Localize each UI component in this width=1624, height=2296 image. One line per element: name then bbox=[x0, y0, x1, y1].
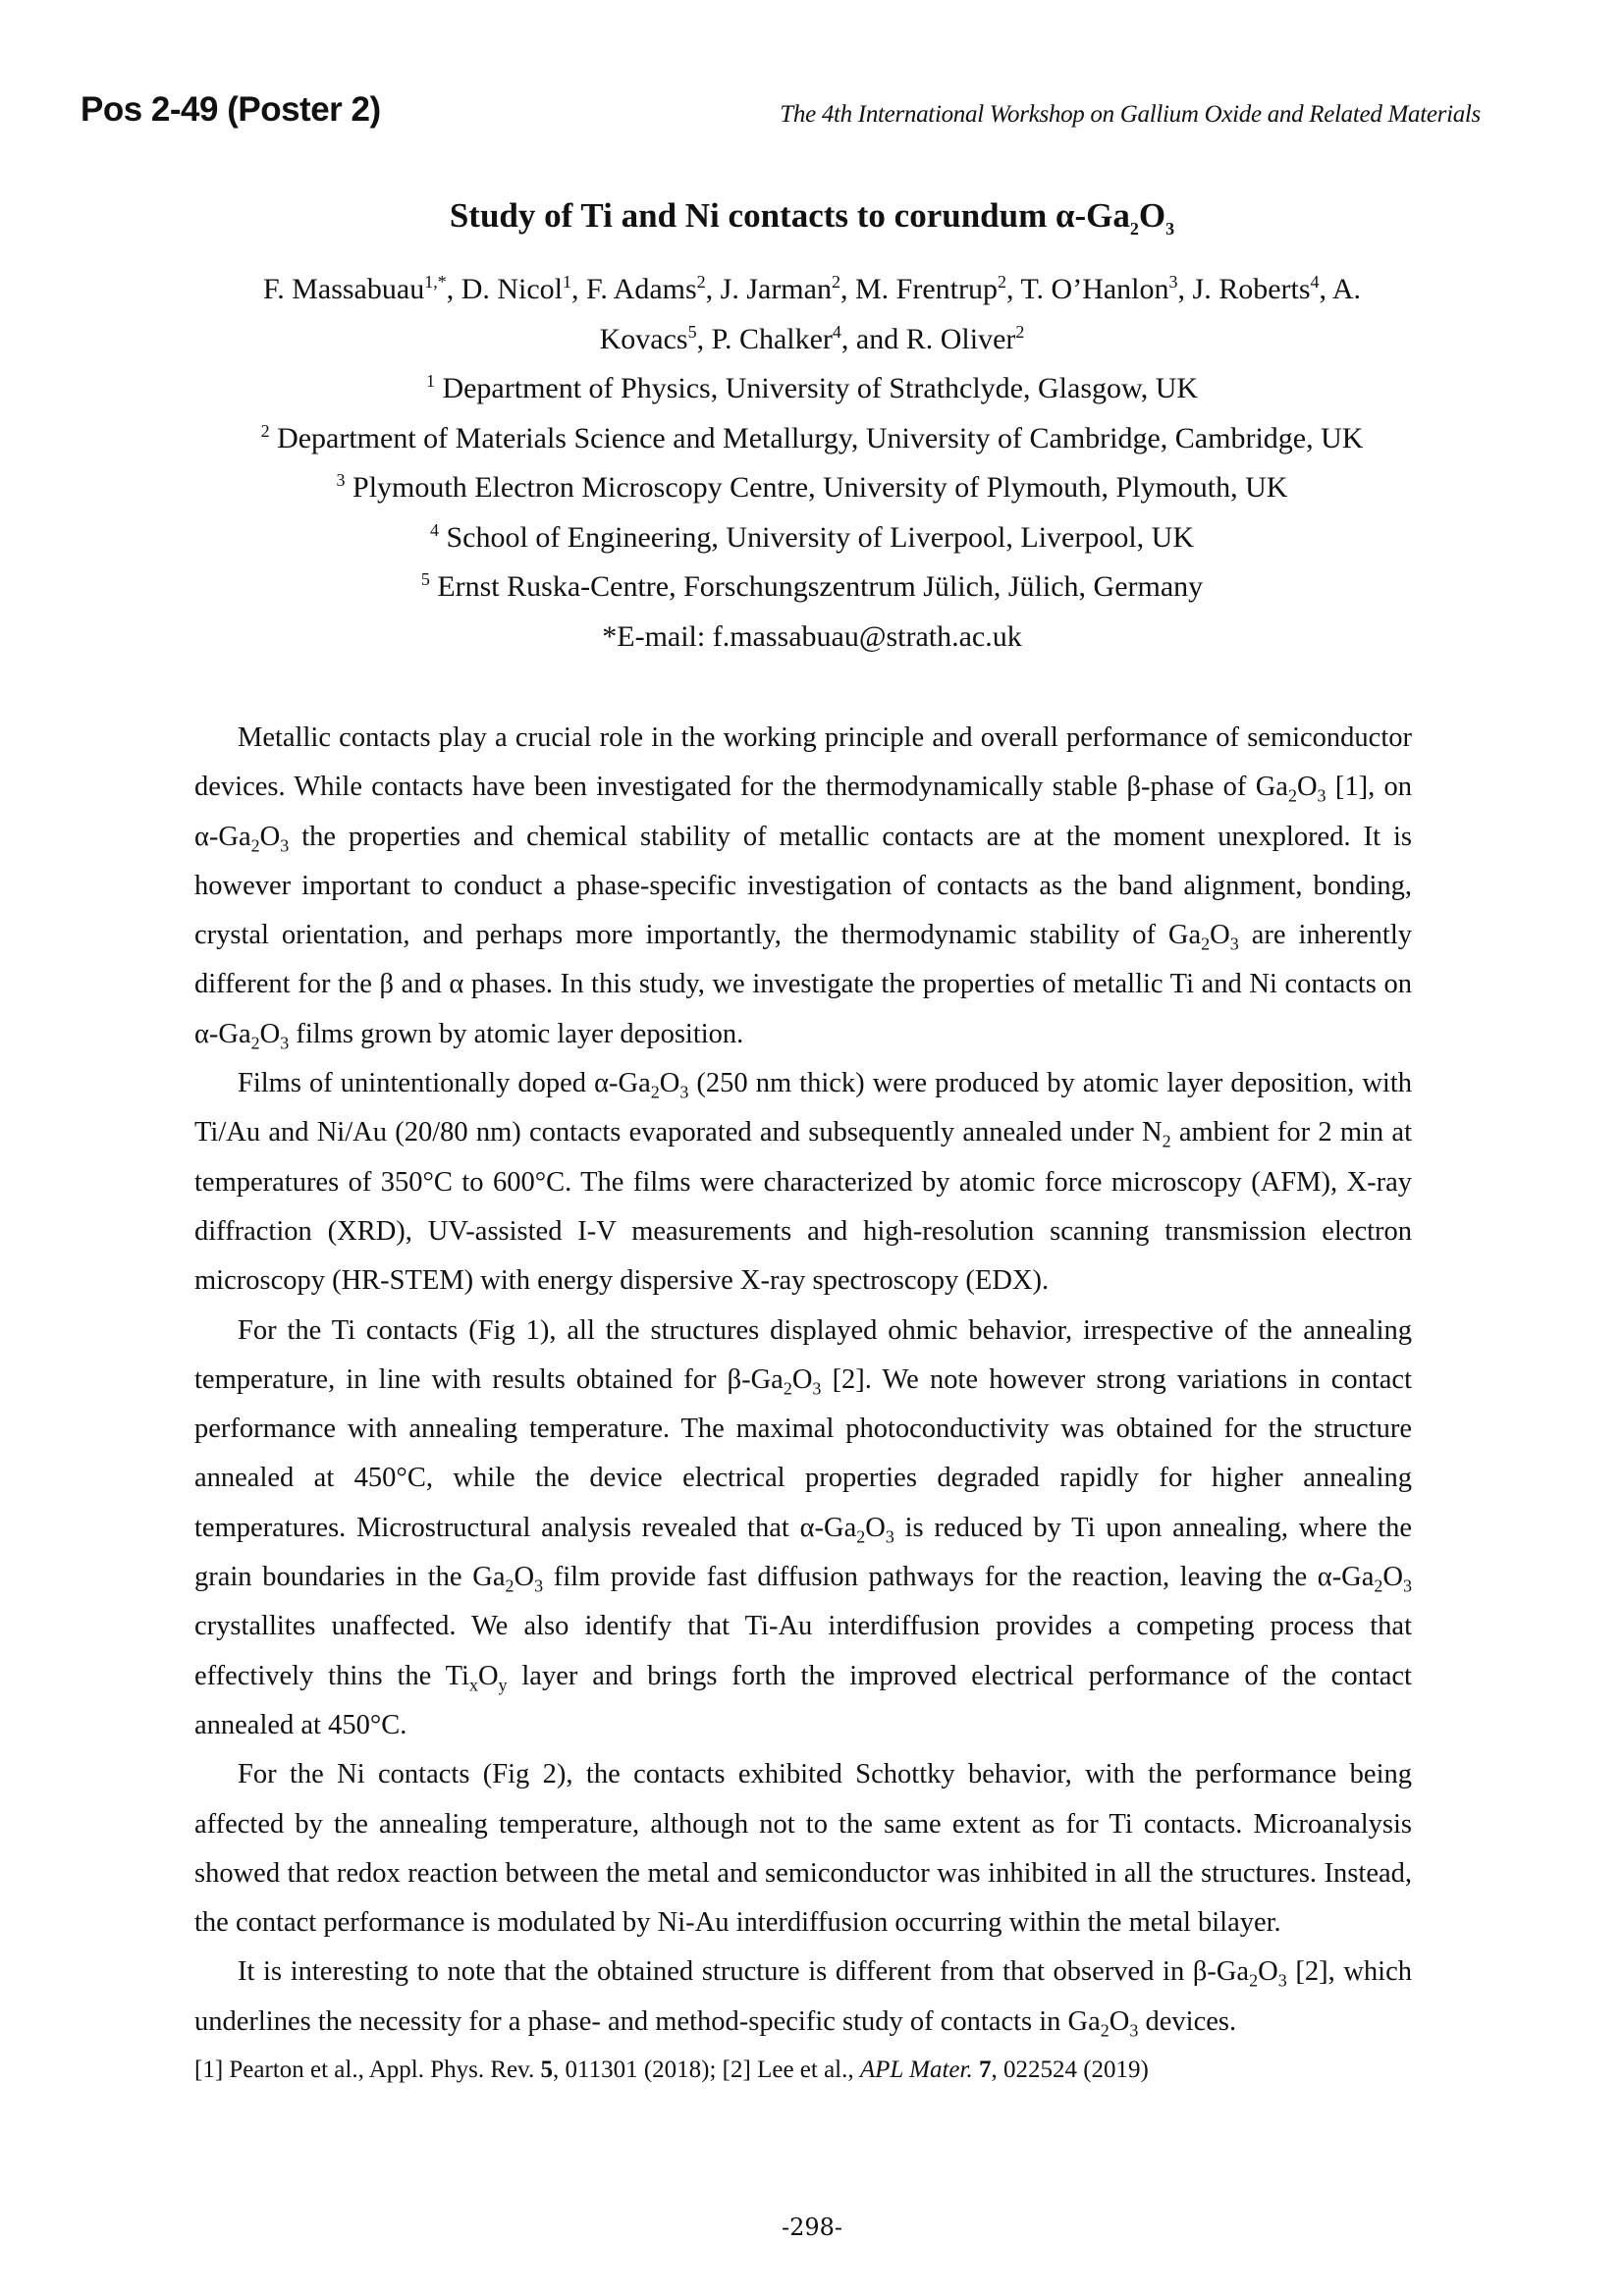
author-name: F. Massabuau bbox=[262, 273, 425, 305]
author-name: A. bbox=[1331, 273, 1362, 305]
affiliation bbox=[147, 364, 1477, 414]
text-run: (250 nm thick) were produced by atomic layer deposition, with Ti/Au and Ni/Au (20/80 nm) contacts evaporated and subsequently annealed under N bbox=[194, 1068, 1412, 1148]
author-affiliation: 2 bbox=[1015, 321, 1025, 342]
text-run: film provide fast diffusion pathways for the reaction, leaving the α-Ga bbox=[543, 1562, 1375, 1593]
text-run: , 022524 (2019) bbox=[991, 2056, 1149, 2084]
affiliation-number: 3 bbox=[336, 470, 346, 490]
author-affiliation: 2 bbox=[997, 272, 1006, 292]
journal-name: APL Mater. bbox=[859, 2056, 973, 2084]
text-run: Films of unintentionally doped α-Ga bbox=[238, 1068, 651, 1099]
subscript: 3 bbox=[679, 1082, 689, 1102]
text-run: [2]. We note however strong variations in contact performance with annealing temperature. The maximal photoconductivity was obtained for the structure annealed at 450°C, while the device electrical properties degraded rapidly for higher annealing temperatures. Microstructural analysis revealed that α-Ga bbox=[194, 1363, 1413, 1543]
text-run: devices. bbox=[1138, 2005, 1237, 2037]
affiliation bbox=[147, 414, 1477, 464]
author-name: T. O’Hanlon bbox=[1020, 273, 1169, 305]
author-name: F. Adams bbox=[586, 273, 697, 305]
subscript: 2 bbox=[505, 1575, 514, 1596]
author-affiliation: 1,* bbox=[424, 272, 447, 292]
text-run: [1] Pearton et al., Appl. Phys. Rev. bbox=[194, 2056, 541, 2084]
text-run: O bbox=[1382, 1562, 1404, 1593]
affiliation-number: 1 bbox=[425, 371, 435, 391]
email: *E-mail: f.massabuau@strath.ac.uk bbox=[602, 619, 1022, 653]
text-run: ambient for 2 min at temperatures of 350°C to 600°C. The films were characterized by atomic force microscopy (AFM), X-ray diffraction (XRD), UV-assisted I-V measurements and high-resolution scanning transmission electron microscopy (HR-STEM) with energy dispersive X-ray spectroscopy (EDX). bbox=[194, 1117, 1412, 1297]
author-separator: , bbox=[571, 273, 587, 305]
text-run: the properties and chemical stability of metallic contacts are at the moment unexplored. It is however important to conduct a phase-specific investigation of contacts as the band alignment, bonding, crystal orientation, and perhaps more importantly, the thermodynamic stability of Ga bbox=[194, 821, 1412, 951]
paragraph bbox=[194, 714, 1412, 1059]
paragraph bbox=[194, 1059, 1412, 1306]
subscript: 2 bbox=[250, 835, 260, 856]
author-separator: , bbox=[696, 322, 712, 355]
bold-volume: 7 bbox=[978, 2056, 992, 2084]
affiliation-text: School of Engineering, University of Liverpool, Liverpool, UK bbox=[438, 520, 1194, 554]
author-name: J. Roberts bbox=[1192, 273, 1311, 305]
subscript: 3 bbox=[1403, 1575, 1413, 1596]
text-run: It is interesting to note that the obtained structure is different from that observed in β-Ga bbox=[238, 1956, 1250, 1988]
affiliation-text: Department of Physics, University of Strathclyde, Glasgow, UK bbox=[434, 372, 1199, 404]
subscript: 2 bbox=[650, 1082, 660, 1102]
subscript: 3 bbox=[1277, 1971, 1287, 1992]
text-run: O bbox=[259, 821, 281, 852]
text-run: crystallites unaffected. We also identify that Ti-Au interdiffusion provides a competing process that effectively thins the Ti bbox=[194, 1611, 1412, 1691]
text-run: [1], on α-Ga bbox=[194, 772, 1412, 852]
subscript: 3 bbox=[1129, 2020, 1139, 2041]
author-affiliation: 4 bbox=[1310, 272, 1320, 292]
author-list bbox=[147, 265, 1477, 315]
workshop-name: The 4th International Workshop on Gallium Oxide and Related Materials bbox=[780, 101, 1481, 128]
author-separator: , bbox=[446, 273, 461, 305]
title-sub: 2 bbox=[1129, 219, 1139, 239]
subscript: 3 bbox=[534, 1575, 544, 1596]
affiliation-number: 5 bbox=[420, 569, 430, 589]
bold-volume: 5 bbox=[540, 2056, 554, 2084]
title-text: O bbox=[1138, 196, 1166, 235]
author-affiliation: 2 bbox=[831, 272, 840, 292]
author-affiliation: 5 bbox=[687, 321, 697, 342]
affiliation bbox=[147, 463, 1477, 513]
subscript: 3 bbox=[1317, 785, 1326, 806]
subscript: 3 bbox=[1229, 934, 1239, 954]
subscript: 2 bbox=[1287, 785, 1297, 806]
text-run: O bbox=[1258, 1956, 1278, 1988]
author-separator: , bbox=[1177, 273, 1193, 305]
author-name: P. Chalker bbox=[711, 322, 833, 355]
text-run: O bbox=[477, 1660, 499, 1691]
affiliation-list bbox=[147, 364, 1477, 613]
subscript: 2 bbox=[856, 1526, 866, 1547]
text-run: O bbox=[514, 1562, 535, 1593]
subscript: 2 bbox=[1201, 934, 1211, 954]
subscript: y bbox=[498, 1675, 508, 1695]
affiliation-text: Plymouth Electron Microscopy Centre, University of Plymouth, Plymouth, UK bbox=[345, 471, 1288, 504]
title-sub: 3 bbox=[1165, 219, 1175, 239]
text-run: Metallic contacts play a crucial role in the working principle and overall performance of semiconductor devices. While contacts have been investigated for the thermodynamically stable β-phase of Ga bbox=[194, 722, 1412, 803]
affiliation-text: Department of Materials Science and Metallurgy, University of Cambridge, Cambridge, UK bbox=[269, 421, 1364, 454]
paragraph bbox=[194, 1750, 1412, 1948]
subscript: x bbox=[468, 1675, 478, 1695]
text-run: O bbox=[659, 1068, 680, 1099]
author-name: J. Jarman bbox=[720, 273, 832, 305]
subscript: 2 bbox=[1249, 1971, 1259, 1992]
author-affiliation: 3 bbox=[1168, 272, 1178, 292]
text-run: O bbox=[1210, 920, 1230, 951]
subscript: 3 bbox=[280, 835, 290, 856]
affiliation-number: 2 bbox=[260, 420, 270, 441]
text-run: O bbox=[1109, 2005, 1130, 2037]
author-block bbox=[147, 265, 1477, 662]
paragraph bbox=[194, 1948, 1412, 2047]
author-separator: , bbox=[1319, 273, 1332, 305]
text-run: is reduced by Ti upon annealing, where the grain boundaries in the Ga bbox=[194, 1512, 1413, 1593]
author-list bbox=[147, 315, 1477, 365]
affiliation-text: Ernst Ruska-Centre, Forschungszentrum Jülich, Jülich, Germany bbox=[429, 570, 1204, 603]
text-run: O bbox=[1296, 772, 1318, 803]
subscript: 3 bbox=[812, 1378, 822, 1399]
author-separator: , bbox=[1005, 273, 1021, 305]
affiliation bbox=[147, 513, 1477, 563]
text-run: For the Ni contacts (Fig 2), the contacts exhibited Schottky behavior, with the performance being affected by the annealing temperature, although not to the same extent as for Ti contacts. Microanalysis showed that redox reaction between the metal and semiconductor was inhibited in all the structures. Instead, the contact performance is modulated by Ni-Au interdiffusion occurring within the metal bilayer. bbox=[194, 1759, 1412, 1939]
references bbox=[194, 2047, 1412, 2094]
text-run: films grown by atomic layer deposition. bbox=[289, 1018, 744, 1049]
text-run: [2], which underlines the necessity for a phase- and method-specific study of contacts in Ga bbox=[194, 1956, 1412, 2037]
text-run: layer and brings forth the improved electrical performance of the contact annealed at 450°C. bbox=[194, 1660, 1412, 1740]
affiliation-number: 4 bbox=[429, 519, 439, 540]
author-name: M. Frentrup bbox=[854, 273, 998, 305]
author-affiliation: 2 bbox=[696, 272, 706, 292]
paper-title bbox=[0, 196, 1624, 239]
text-run: O bbox=[791, 1363, 813, 1395]
text-run: For the Ti contacts (Fig 1), all the structures displayed ohmic behavior, irrespective of the annealing temperature, in line with results obtained for β-Ga bbox=[194, 1314, 1412, 1395]
subscript: 2 bbox=[1100, 2020, 1110, 2041]
subscript: 2 bbox=[1162, 1132, 1171, 1152]
title-text: Study of Ti and Ni contacts to corundum α-Ga bbox=[449, 196, 1130, 235]
author-affiliation: 4 bbox=[832, 321, 841, 342]
subscript: 2 bbox=[783, 1378, 792, 1399]
author-name: Kovacs bbox=[599, 322, 688, 355]
author-separator: , bbox=[705, 273, 721, 305]
text-run: O bbox=[259, 1018, 281, 1049]
author-affiliation: 1 bbox=[563, 272, 572, 292]
text-run: are inherently different for the β and α phases. In this study, we investigate the properties of metallic Ti and Ni contacts on α-Ga bbox=[194, 920, 1412, 1049]
author-name: R. Oliver bbox=[905, 322, 1016, 355]
author-separator: , bbox=[839, 273, 855, 305]
author-name: D. Nicol bbox=[460, 273, 564, 305]
subscript: 2 bbox=[250, 1033, 260, 1053]
poster-id: Pos 2-49 (Poster 2) bbox=[81, 90, 381, 129]
paragraph bbox=[194, 1307, 1412, 1751]
text-run: , 011301 (2018); [2] Lee et al., bbox=[553, 2056, 860, 2084]
abstract-body bbox=[194, 714, 1412, 2094]
page-number: -298- bbox=[781, 2214, 843, 2241]
subscript: 3 bbox=[280, 1033, 290, 1053]
subscript: 2 bbox=[1374, 1575, 1383, 1596]
text-run: O bbox=[865, 1512, 886, 1543]
subscript: 3 bbox=[885, 1526, 894, 1547]
author-separator: , and bbox=[840, 322, 906, 355]
affiliation bbox=[147, 562, 1477, 613]
